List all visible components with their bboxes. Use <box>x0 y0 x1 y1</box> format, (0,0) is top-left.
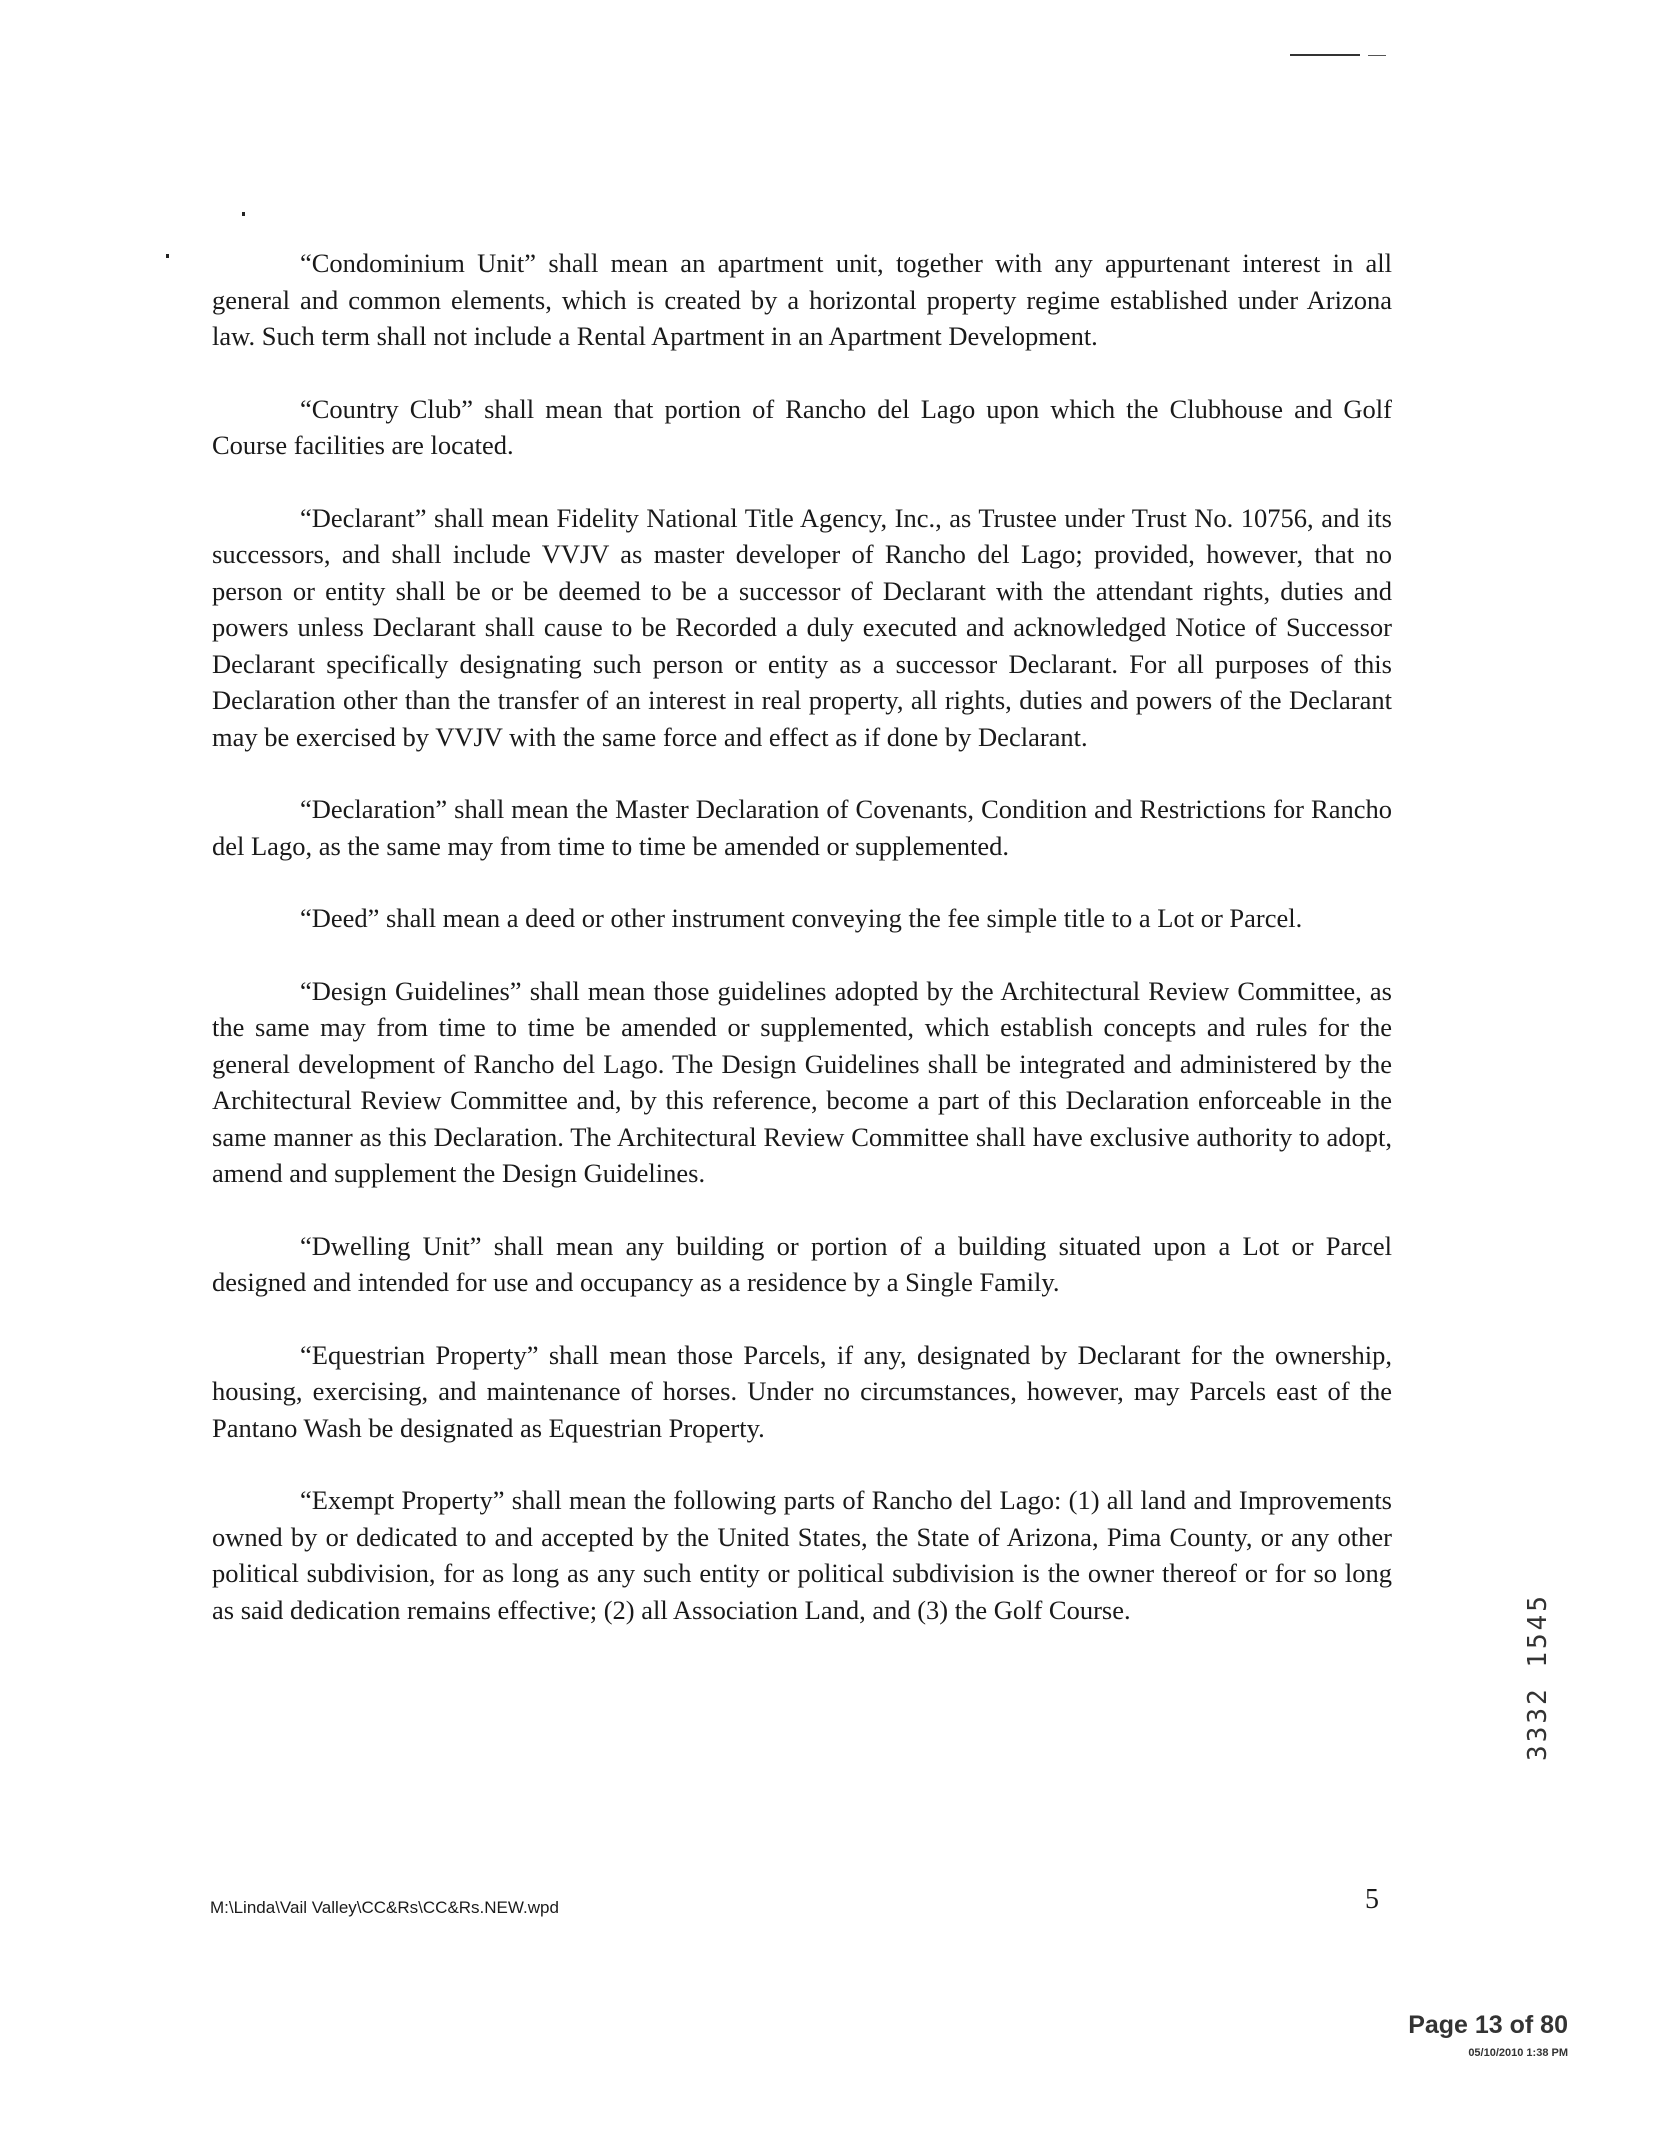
recording-number-stamp: 3332 1545 <box>1523 1593 1553 1761</box>
definition-design-guidelines: “Design Guidelines” shall mean those guidelines adopted by the Architectural Review Committee, as the same may from time to time be amended or supplemented, which establish concepts and rules for the general development of Rancho del Lago. The Design Guidelines shall be integrated and administered by the Architectural Review Committee and, by this reference, become a part of this Declaration enforceable in the same manner as this Declaration. The Architectural Review Committee shall have exclusive authority to adopt, amend and supplement the Design Guidelines. <box>212 975 1392 1188</box>
definition-equestrian-property: “Equestrian Property” shall mean those Parcels, if any, designated by Declarant for the ownership, housing, exercising, and maintenance of horses. Under no circumstances, however, may Parcels east of the Pantano Wash be designated as Equestrian Property. <box>212 1339 1392 1443</box>
page-number: 5 <box>1365 1884 1379 1915</box>
print-timestamp: 05/10/2010 1:38 PM <box>1468 2047 1568 2059</box>
definition-exempt-property: “Exempt Property” shall mean the following parts of Rancho del Lago: (1) all land and Improvements owned by or dedicated to and accepted by the United States, the State of Arizona, Pima County, or any other political subdivision, for as long as any such entity or political subdivision is the owner thereof or for so long as said dedication remains effective; (2) all Association Land, and (3) the Golf Course. <box>212 1485 1392 1625</box>
document-body <box>212 245 1392 1664</box>
definition-country-club: “Country Club” shall mean that portion of Rancho del Lago upon which the Clubhouse and Golf Course facilities are located. <box>212 393 1392 460</box>
footer-file-path: M:\Linda\Vail Valley\CC&Rs\CC&Rs.NEW.wpd <box>210 1898 559 1917</box>
definition-deed: “Deed” shall mean a deed or other instrument conveying the fee simple title to a Lot or Parcel. <box>300 903 1303 933</box>
scan-top-rule-mark <box>1368 55 1386 56</box>
page-counter: Page 13 of 80 <box>1408 2011 1568 2039</box>
definition-declaration: “Declaration” shall mean the Master Declaration of Covenants, Condition and Restrictions for Rancho del Lago, as the same may from time to time be amended or supplemented. <box>212 794 1392 861</box>
definition-declarant: “Declarant” shall mean Fidelity National Title Agency, Inc., as Trustee under Trust No. 10756, and its successors, and shall include VVJV as master developer of Rancho del Lago; provided, however, that no person or entity shall be or be deemed to be a successor of Declarant with the attendant rights, duties and powers unless Declarant shall cause to be Recorded a duly executed and acknowledged Notice of Successor Declarant specifically designating such person or entity as a successor Declarant. For all purposes of this Declaration other than the transfer of an interest in real property, all rights, duties and powers of the Declarant may be exercised by VVJV with the same force and effect as if done by Declarant. <box>212 502 1392 752</box>
scan-speck <box>166 254 169 258</box>
definition-dwelling-unit: “Dwelling Unit” shall mean any building or portion of a building situated upon a Lot or Parcel designed and intended for use and occupancy as a residence by a Single Family. <box>212 1230 1392 1297</box>
scan-speck <box>242 212 245 216</box>
scan-top-rule <box>1290 54 1360 56</box>
definition-condominium-unit: “Condominium Unit” shall mean an apartment unit, together with any appurtenant interest in all general and common elements, which is created by a horizontal property regime established under Arizona law. Such term shall not include a Rental Apartment in an Apartment Development. <box>212 248 1392 351</box>
